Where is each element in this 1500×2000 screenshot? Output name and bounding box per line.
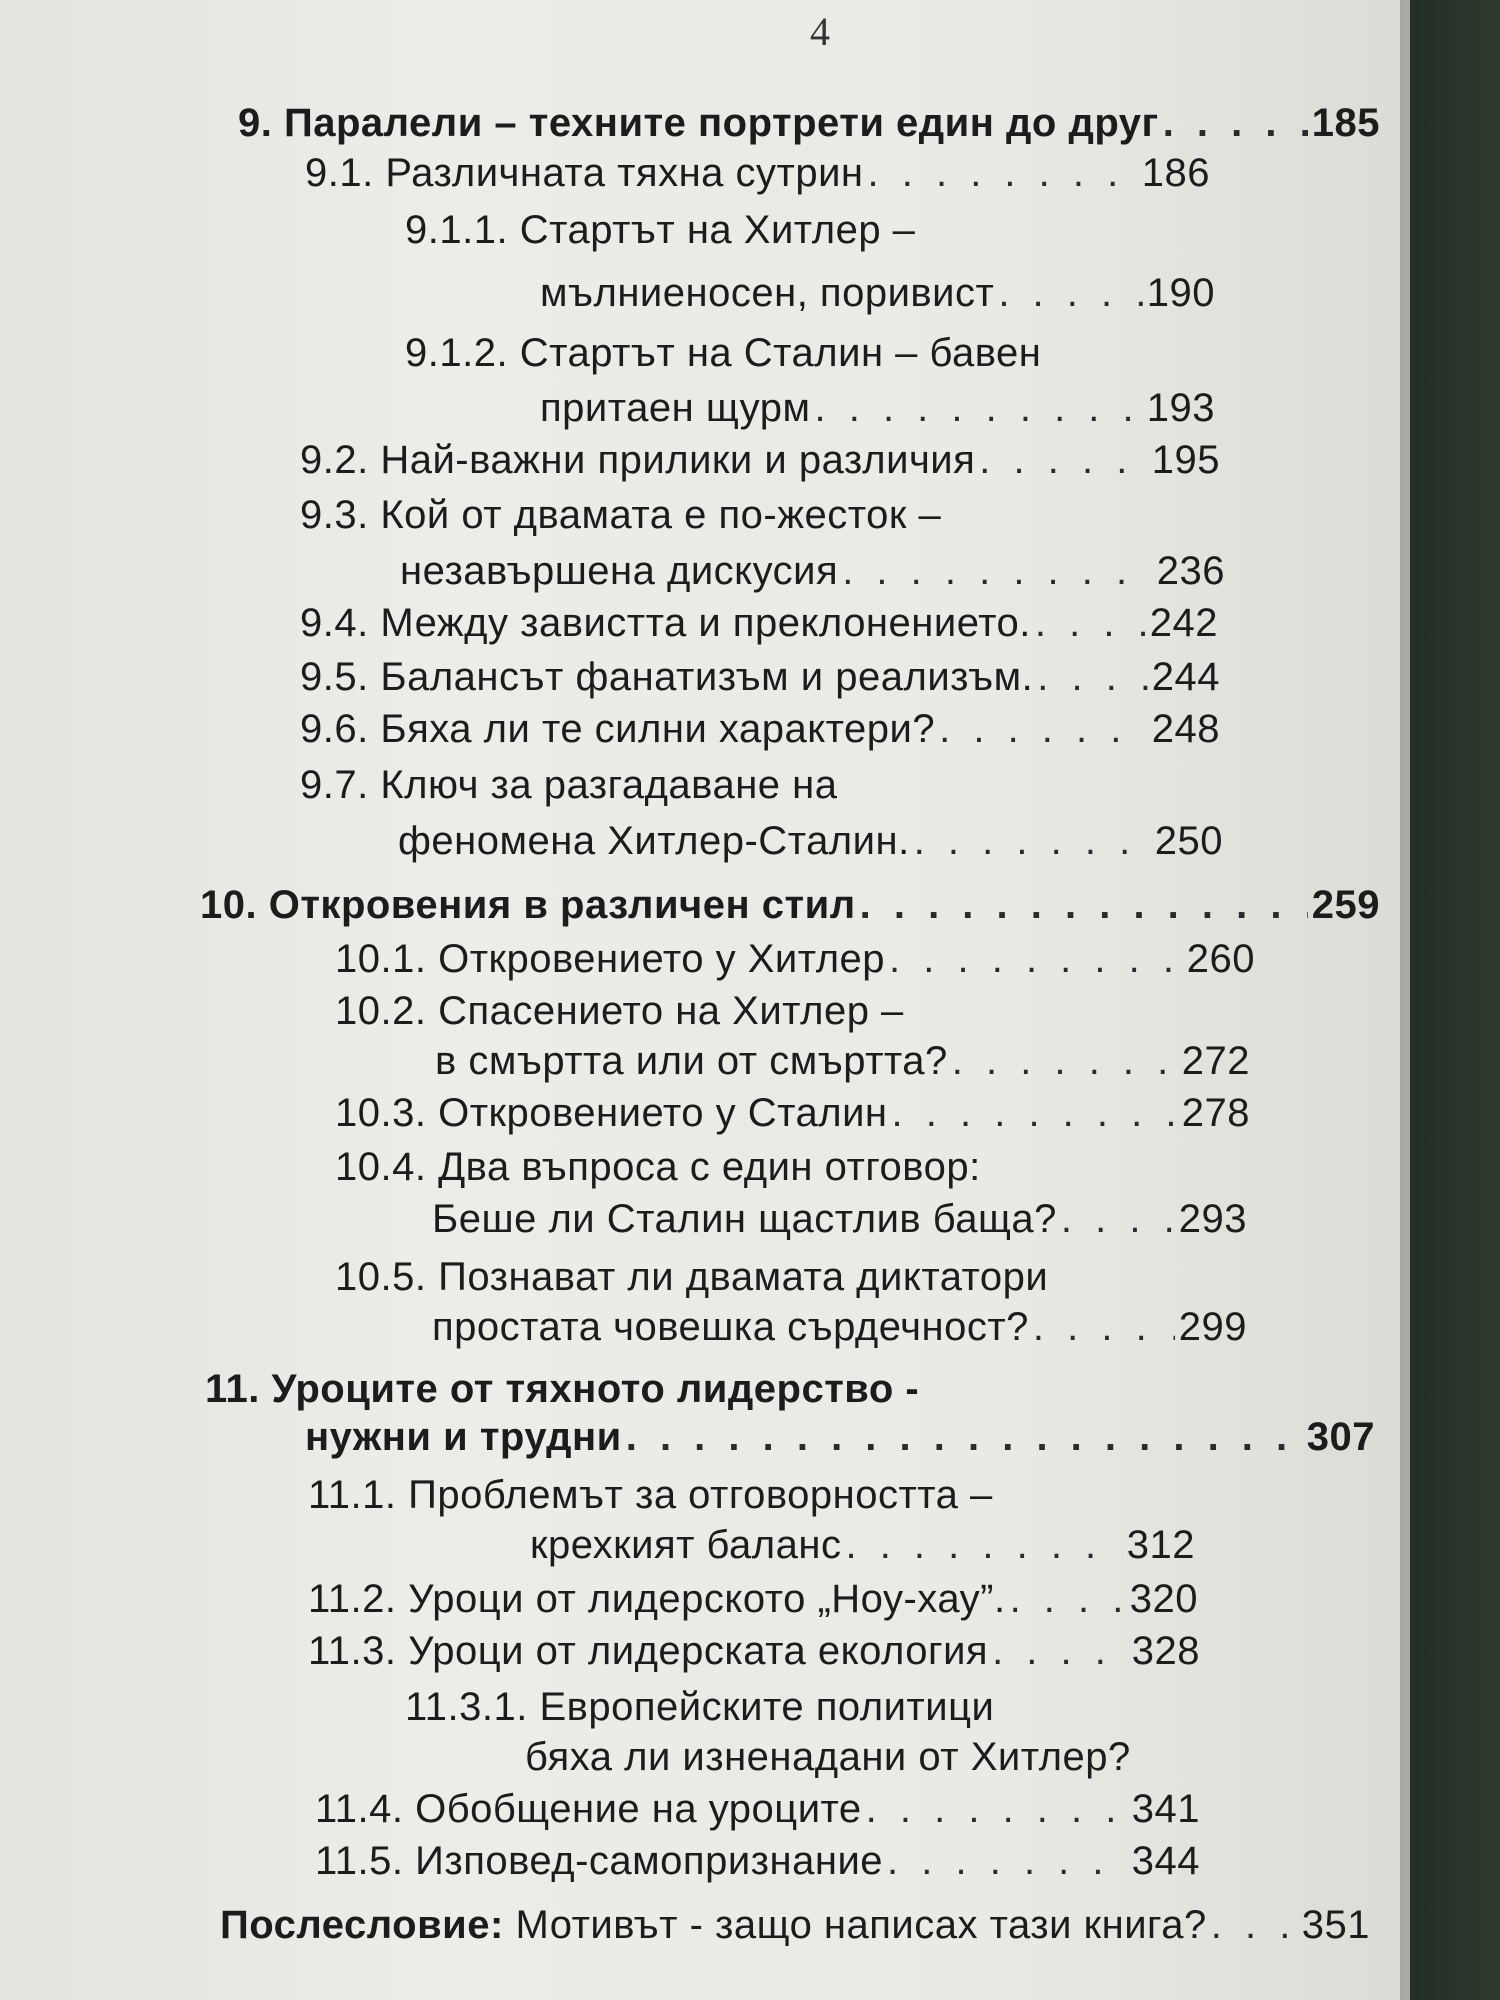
toc-entry-9-6: [300, 706, 1220, 752]
toc-entry-10-2-cont: [435, 1038, 1250, 1084]
toc-entry-title: в смъртта или от смъртта?: [435, 1039, 948, 1083]
toc-page-number: 307: [1306, 1415, 1375, 1459]
toc-page-number: 293: [1178, 1197, 1247, 1241]
toc-entry-9-5: [300, 654, 1220, 700]
toc-page-number: 299: [1178, 1305, 1247, 1349]
toc-entry-9-1-2: [405, 330, 1041, 376]
dot-leader: [1035, 600, 1146, 646]
toc-entry-title: бяха ли изненадани от Хитлер?: [525, 1735, 1131, 1779]
toc-entry-title: 10.1. Откровението у Хитлер: [335, 937, 886, 981]
toc-entry-title: 10.5. Познават ли двамата диктатори: [335, 1255, 1049, 1299]
dot-leader: [979, 437, 1147, 483]
toc-entry-9-1-1-cont: [540, 270, 1215, 316]
dot-leader: [914, 818, 1151, 864]
toc-afterword: [220, 1902, 1370, 1948]
toc-entry-title: 11.1. Проблемът за отговорността –: [308, 1473, 993, 1517]
dot-leader: [998, 270, 1142, 316]
toc-entry-10-5-cont: [432, 1304, 1247, 1350]
page-edge-shadow: [1400, 0, 1500, 2000]
toc-chapter-11: [205, 1366, 919, 1412]
dot-leader: [1033, 1304, 1175, 1350]
dot-leader: [892, 1090, 1178, 1136]
toc-entry-title: 10. Откровения в различен стил: [200, 883, 856, 927]
toc-page-number: 341: [1131, 1787, 1200, 1831]
toc-entry-title: [220, 1902, 1207, 1948]
dot-leader: [1163, 100, 1308, 146]
toc-entry-title: 11.3. Уроци от лидерската екология: [308, 1629, 989, 1673]
toc-entry-11-4: [315, 1786, 1200, 1832]
toc-page-number: 312: [1126, 1523, 1195, 1567]
toc-page-number: 195: [1151, 438, 1220, 482]
toc-entry-11-5: [315, 1838, 1200, 1884]
toc-entry-10-1: [335, 936, 1255, 982]
dot-leader: [889, 936, 1183, 982]
toc-page-number: 278: [1181, 1091, 1250, 1135]
toc-page-number: 185: [1311, 101, 1380, 145]
toc-entry-title: 9.3. Кой от двамата е по-жесток –: [300, 493, 942, 537]
toc-entry-10-2: [335, 988, 904, 1034]
toc-chapter-11-cont: [305, 1414, 1375, 1460]
toc-page-number: 250: [1154, 819, 1223, 863]
toc-entry-title: 9. Паралели – техните портрети един до друг: [238, 101, 1159, 145]
dot-leader: [860, 882, 1308, 928]
dot-leader: [842, 548, 1153, 594]
toc-entry-11-3-1: [405, 1684, 994, 1730]
toc-entry-9-7: [300, 762, 838, 808]
toc-entry-title: притаен щурм: [540, 386, 811, 430]
toc-entry-title: мълниеносен, поривист: [540, 271, 995, 315]
toc-page-number: 260: [1186, 937, 1255, 981]
toc-entry-9-2: [300, 437, 1220, 483]
toc-entry-10-3: [335, 1090, 1250, 1136]
toc-entry-title: 9.2. Най-важни прилики и различия: [300, 438, 976, 482]
toc-entry-11-3-1-cont: [525, 1734, 1131, 1780]
toc-entry-11-1: [308, 1472, 993, 1518]
toc-entry-title: 10.2. Спасението на Хитлер –: [335, 989, 904, 1033]
toc-entry-title: нужни и трудни: [305, 1415, 622, 1459]
toc-entry-title: 9.4. Между завистта и преклонението.: [300, 601, 1031, 645]
toc-entry-title: 10.4. Два въпроса с един отговор:: [335, 1145, 981, 1189]
toc-chapter-9: [238, 100, 1380, 146]
toc-page-number: 351: [1301, 1903, 1370, 1947]
toc-entry-title: Беше ли Сталин щастлив баща?: [432, 1197, 1057, 1241]
dot-leader: [1010, 1576, 1126, 1622]
dot-leader: [939, 706, 1148, 752]
toc-entry-11-3: [308, 1628, 1200, 1674]
toc-entry-title: 9.5. Балансът фанатизъм и реализъм.: [300, 655, 1034, 699]
afterword-label: Послесловие:: [220, 1903, 504, 1947]
afterword-text: Мотивът - защо написах тази книга?: [515, 1903, 1207, 1947]
toc-entry-title: 11.2. Уроци от лидерското „Ноу-хау”.: [308, 1577, 1006, 1621]
toc-entry-title: крехкият баланс: [530, 1523, 842, 1567]
toc-entry-title: простата човешка сърдечност?: [432, 1305, 1029, 1349]
toc-entry-9-3: [300, 492, 941, 538]
toc-entry-11-2: [308, 1576, 1198, 1622]
toc-entry-title: 9.1.2. Стартът на Сталин – бавен: [405, 331, 1042, 375]
toc-entry-9-1-1: [405, 207, 915, 253]
dot-leader: [626, 1414, 1303, 1460]
toc-entry-title: 11.4. Обобщение на уроците: [315, 1787, 862, 1831]
toc-page-number: 193: [1146, 386, 1215, 430]
toc-page-number: 328: [1131, 1629, 1200, 1673]
toc-chapter-10: [200, 882, 1380, 928]
dot-leader: [952, 1038, 1178, 1084]
toc-entry-title: 9.6. Бяха ли те силни характери?: [300, 707, 936, 751]
toc-page-number: 242: [1149, 601, 1218, 645]
toc-page-number: 272: [1181, 1039, 1250, 1083]
toc-entry-title: 10.3. Откровението у Сталин: [335, 1091, 888, 1135]
dot-leader: [814, 385, 1142, 431]
dot-leader: [866, 1786, 1128, 1832]
toc-entry-9-3-cont: [400, 548, 1225, 594]
toc-entry-11-1-cont: [530, 1522, 1195, 1568]
toc-entry-9-4: [300, 600, 1218, 646]
dot-leader: [1211, 1902, 1298, 1948]
toc-entry-title: феномена Хитлер-Сталин.: [398, 819, 910, 863]
toc-entry-title: 11.5. Изповед-самопризнание: [315, 1839, 884, 1883]
toc-page-number: 248: [1151, 707, 1220, 751]
page-number: 4: [810, 9, 830, 54]
dot-leader: [1061, 1196, 1175, 1242]
toc-entry-title: незавършена дискусия: [400, 549, 839, 593]
dot-leader: [992, 1628, 1128, 1674]
toc-entry-10-4-cont: [432, 1196, 1247, 1242]
toc-entry-10-4: [335, 1144, 981, 1190]
toc-page-number: 186: [1141, 151, 1210, 195]
toc-entry-9-7-cont: [398, 818, 1223, 864]
toc-entry-title: 11.3.1. Европейските политици: [405, 1685, 995, 1729]
toc-entry-title: 11. Уроците от тяхното лидерство -: [205, 1367, 920, 1411]
toc-page-number: 190: [1146, 271, 1215, 315]
toc-entry-title: 9.1.1. Стартът на Хитлер –: [405, 208, 916, 252]
toc-entry-title: 9.1. Различната тяхна сутрин: [305, 151, 864, 195]
toc-page-number: 344: [1131, 1839, 1200, 1883]
toc-entry-9-1-2-cont: [540, 385, 1215, 431]
toc-page-number: 320: [1129, 1577, 1198, 1621]
toc-page-number: 244: [1151, 655, 1220, 699]
dot-leader: [1037, 654, 1148, 700]
toc-page-number: 259: [1311, 883, 1380, 927]
toc-entry-title: 9.7. Ключ за разгадаване на: [300, 763, 838, 807]
dot-leader: [887, 1838, 1128, 1884]
dot-leader: [868, 150, 1138, 196]
toc-page-number: 236: [1156, 549, 1225, 593]
toc-entry-9-1: [305, 150, 1210, 196]
dot-leader: [845, 1522, 1122, 1568]
toc-entry-10-5: [335, 1254, 1048, 1300]
